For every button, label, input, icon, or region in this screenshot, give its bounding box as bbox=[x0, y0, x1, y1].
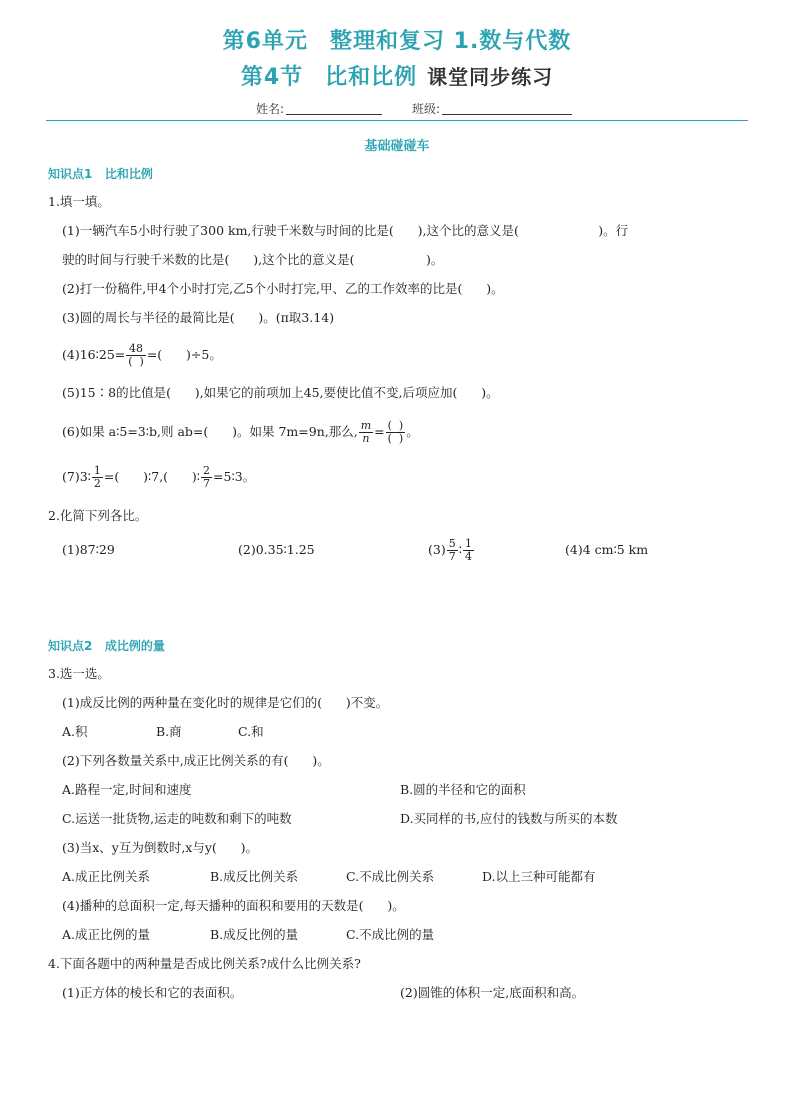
q3-s3-option-c[interactable]: C.不成比例关系 bbox=[346, 869, 435, 884]
q1-title: 1.填一填。 bbox=[48, 194, 110, 209]
q3-s4: (4)播种的总面积一定,每天播种的面积和要用的天数是( )。 bbox=[62, 898, 405, 913]
q3-s3-option-b[interactable]: B.成反比例关系 bbox=[210, 869, 299, 884]
section-heading: 基础碰碰车 bbox=[364, 139, 430, 154]
q3-s2-option-a[interactable]: A.路程一定,时间和速度 bbox=[62, 782, 192, 797]
unit-title bbox=[0, 24, 794, 55]
unit-number: 第6单元 bbox=[222, 29, 308, 54]
header-divider bbox=[46, 120, 748, 121]
q1-s6-fraction-mn bbox=[359, 420, 373, 445]
q1-s7-fraction-1 bbox=[92, 465, 103, 490]
q3-s2-option-c[interactable]: C.运送一批货物,运走的吨数和剩下的吨数 bbox=[62, 811, 292, 826]
q2-item-4: (4)4 cm∶5 km bbox=[565, 542, 649, 557]
name-label: 姓名: bbox=[256, 102, 285, 116]
q3-s3-option-a[interactable]: A.成正比例关系 bbox=[62, 869, 151, 884]
q1-s6-prefix: (6)如果 a∶5=3∶b,则 ab=( )。如果 7m=9n,那么, bbox=[62, 424, 358, 439]
q3-s3: (3)当x、y互为倒数时,x与y( )。 bbox=[62, 840, 258, 855]
fraction-denominator: ( ) bbox=[128, 355, 144, 368]
q2-item-3 bbox=[428, 538, 475, 563]
q1-s7-part-c: =5∶3。 bbox=[213, 469, 256, 484]
q3-s1: (1)成反比例的两种量在变化时的规律是它们的( )不变。 bbox=[62, 695, 389, 710]
q1-s6-equals: = bbox=[374, 424, 385, 439]
knowledge-point-1: 知识点1 比和比例 bbox=[48, 167, 153, 181]
q2-item-3-prefix: (3) bbox=[428, 542, 446, 557]
q1-s4-prefix: (4)16∶25= bbox=[62, 347, 126, 362]
q3-s4-option-b[interactable]: B.成反比例的量 bbox=[210, 927, 299, 942]
fraction-denominator: ( ) bbox=[387, 432, 404, 445]
q4-item-1: (1)正方体的棱长和它的表面积。 bbox=[62, 985, 243, 1000]
knowledge-point-2: 知识点2 成比例的量 bbox=[48, 639, 165, 653]
q3-s2: (2)下列各数量关系中,成正比例关系的有( )。 bbox=[62, 753, 330, 768]
fraction-numerator: 48 bbox=[126, 343, 146, 356]
q1-s6-suffix: 。 bbox=[406, 424, 419, 439]
name-blank[interactable] bbox=[286, 114, 382, 115]
q2-item-2: (2)0.35∶1.25 bbox=[238, 542, 315, 557]
q4-item-2: (2)圆锥的体积一定,底面积和高。 bbox=[400, 985, 585, 1000]
q1-s7-part-a: (7)3∶ bbox=[62, 469, 91, 484]
q1-s7 bbox=[62, 465, 255, 490]
section-title bbox=[0, 60, 794, 91]
q3-s2-option-b[interactable]: B.圆的半径和它的面积 bbox=[400, 782, 526, 797]
section-name: 比和比例 bbox=[325, 65, 418, 90]
fraction-numerator: 1 bbox=[93, 464, 101, 477]
q1-s2: (2)打一份稿件,甲4个小时打完,乙5个小时打完,甲、乙的工作效率的比是( )。 bbox=[62, 281, 504, 296]
q2-item-3-fraction-2 bbox=[463, 538, 474, 563]
fraction-denominator: 2 bbox=[93, 477, 101, 490]
q2-item-3-fraction-1 bbox=[447, 538, 458, 563]
q3-s1-option-b[interactable]: B.商 bbox=[156, 724, 182, 739]
q1-s4-fraction bbox=[126, 343, 146, 368]
q3-s1-option-c[interactable]: C.和 bbox=[238, 724, 264, 739]
fraction-denominator: 4 bbox=[464, 550, 472, 563]
q3-title: 3.选一选。 bbox=[48, 666, 110, 681]
section-number: 第4节 bbox=[240, 65, 304, 90]
fraction-numerator: 1 bbox=[464, 537, 472, 550]
fraction-denominator: 7 bbox=[203, 477, 211, 490]
q4-title: 4.下面各题中的两种量是否成比例关系?成什么比例关系? bbox=[48, 956, 361, 971]
fraction-denominator: 7 bbox=[448, 550, 456, 563]
q1-s7-part-b: =( )∶7,( )∶ bbox=[103, 469, 201, 484]
q2-item-1: (1)87∶29 bbox=[62, 542, 115, 557]
section-subtitle: 课堂同步练习 bbox=[427, 65, 554, 89]
q3-s3-option-d[interactable]: D.以上三种可能都有 bbox=[482, 869, 596, 884]
fraction-numerator: ( ) bbox=[387, 419, 404, 432]
fraction-numerator: m bbox=[360, 419, 372, 432]
q3-s4-option-a[interactable]: A.成正比例的量 bbox=[62, 927, 151, 942]
q1-s3: (3)圆的周长与半径的最简比是( )。(π取3.14) bbox=[62, 310, 335, 325]
q3-s2-option-d[interactable]: D.买同样的书,应付的钱数与所买的本数 bbox=[400, 811, 618, 826]
fraction-denominator: n bbox=[362, 432, 370, 445]
q1-s4 bbox=[62, 343, 222, 368]
q1-s1-line1: (1)一辆汽车5小时行驶了300 km,行驶千米数与时间的比是( ),这个比的意义是( )。行 bbox=[62, 223, 629, 238]
class-blank[interactable] bbox=[442, 114, 572, 115]
q1-s6-fraction-blank bbox=[386, 420, 406, 445]
ratio-colon: ∶ bbox=[458, 542, 462, 557]
q1-s1-line2: 驶的时间与行驶千米数的比是( ),这个比的意义是( )。 bbox=[62, 252, 444, 267]
unit-name: 整理和复习 1.数与代数 bbox=[329, 29, 572, 54]
q1-s5: (5)15∶8的比值是( ),如果它的前项加上45,要使比值不变,后项应加( )。 bbox=[62, 385, 499, 400]
fraction-numerator: 5 bbox=[448, 537, 456, 550]
q1-s7-fraction-2 bbox=[201, 465, 212, 490]
q3-s1-option-a[interactable]: A.积 bbox=[62, 724, 88, 739]
q2-title: 2.化简下列各比。 bbox=[48, 508, 148, 523]
fraction-numerator: 2 bbox=[203, 464, 211, 477]
class-label: 班级: bbox=[412, 102, 441, 116]
q1-s6 bbox=[62, 420, 419, 445]
q3-s4-option-c[interactable]: C.不成比例的量 bbox=[346, 927, 435, 942]
q1-s4-suffix: =( )÷5。 bbox=[146, 347, 222, 362]
